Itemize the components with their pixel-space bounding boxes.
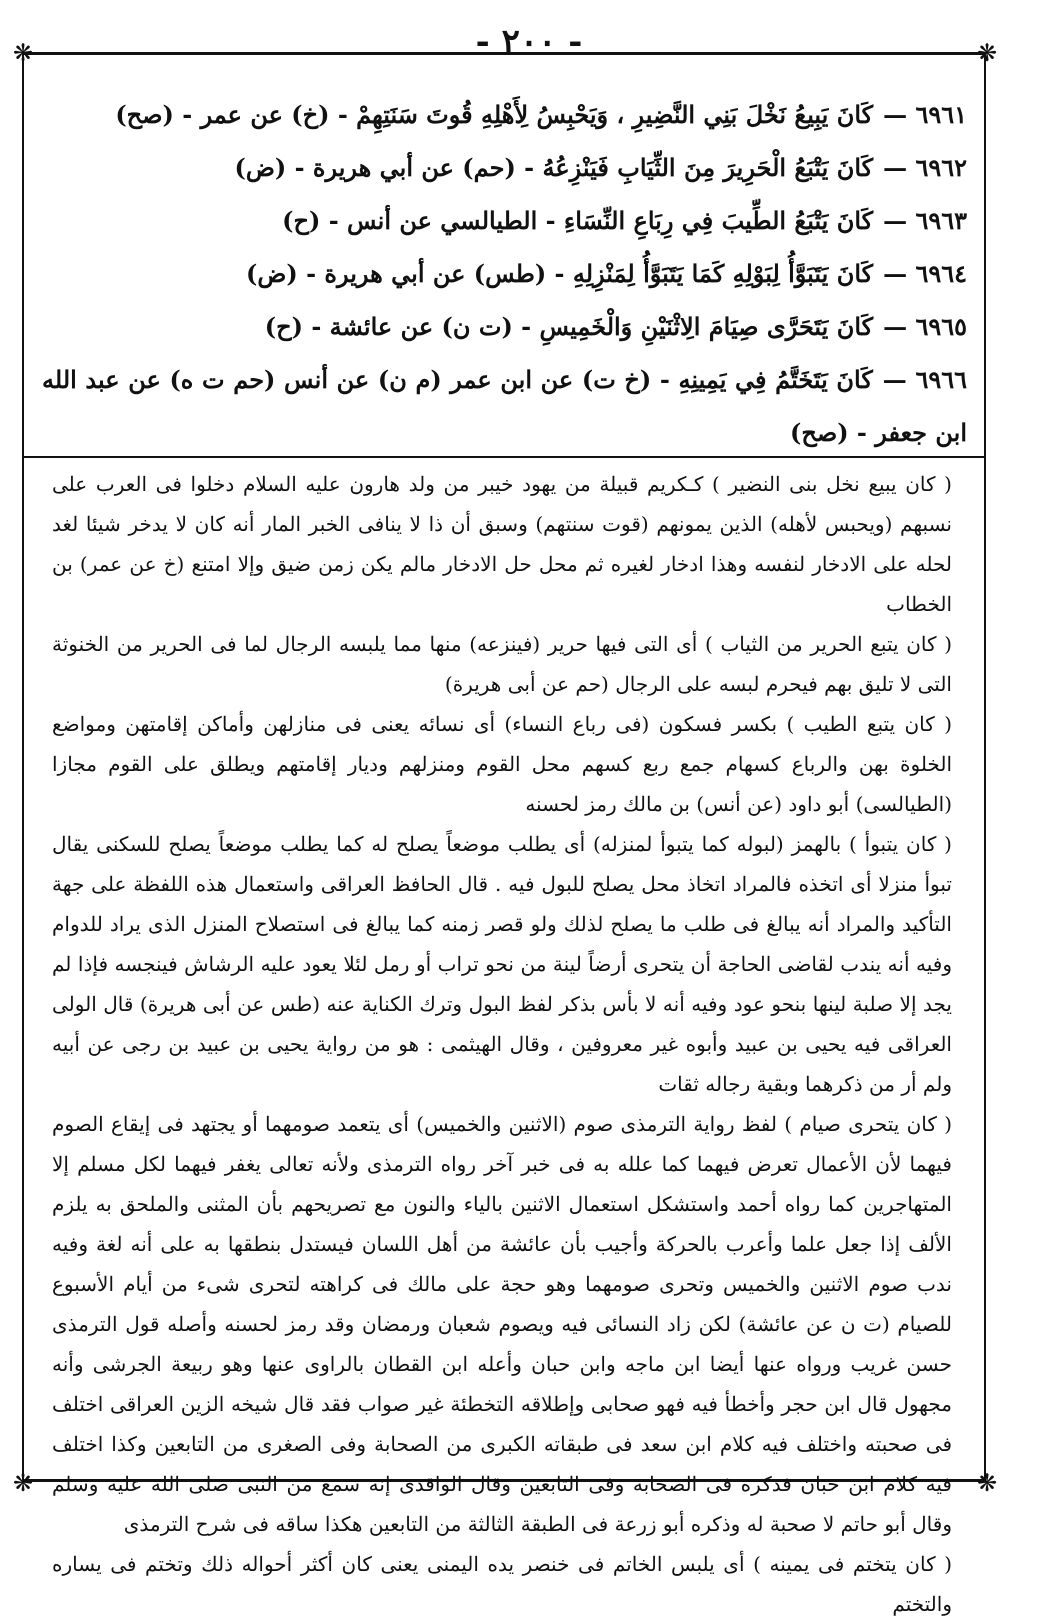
hadith-text: كَانَ يَتْبَعُ الطِّيبَ فِي رِبَاعِ النِّسَاءِ - الطيالسي عن أنس - (ح) [282, 206, 874, 235]
hadith-text: كَانَ يَتَحَرَّى صِيَامَ الِاثْنَيْنِ وَالْخَمِيسِ - (ت ن) عن عائشة - (ح) [264, 312, 874, 341]
hadith-number: ٦٩٦٣ — [883, 206, 967, 235]
commentary-paragraph: ( كان يتبع الحرير من الثياب ) أى التى فيها حرير (فينزعه) منها مما يلبسه الرجال لما فى الحرير من الخنوثة التى لا تليق بهم فيحرم لبسه على الرجال (حم عن أبى هريرة) [52, 632, 952, 696]
hadith-list [42, 88, 967, 459]
hadith-number: ٦٩٦٢ — [883, 153, 967, 182]
hadith-number: ٦٩٦٦ — [882, 365, 967, 394]
commentary-paragraph: ( كان يتبوأ ) بالهمز (لبوله كما يتبوأ لمنزله) أى يطلب موضعاً يصلح له كما يطلب موضعاً يصلح للسكنى يقال تبوأ منزلا أى اتخذه فالمراد اتخاذ محل يصلح للبول فيه . قال الحافظ العراقى واستعمال هذه اللفظة على جهة التأكيد والمراد أنه يبالغ فى طلب ما يصلح لذلك ولو قصر زمنه كما يبالغ فى استصلاح المنزل الذى يراد للدوام وفيه أنه يندب لقاضى الحاجة أن يتحرى أرضاً لينة من نحو تراب أو رمل لئلا يعود عليه الرشاش فينجسه فإذا لم يجد إلا صلبة لينها بنحو عود وفيه أنه لا بأس بذكر لفظ البول وترك الكناية عنه (طس عن أبى هريرة) قال الولى العراقى فيه يحيى بن عبيد وأبوه غير معروفين ، وقال الهيثمى : هو من رواية يحيى بن عبيد بن رجى عن أبيه ولم أر من ذكرهما وبقية رجاله ثقات [52, 832, 952, 1096]
commentary-paragraph: ( كان يتختم فى يمينه ) أى يلبس الخاتم فى خنصر يده اليمنى يعنى كان أكثر أحواله ذلك وتختم فى يساره والتختم [52, 1552, 952, 1616]
hadith-text: كَانَ يَتَخَتَّمُ فِي يَمِينِهِ - (خ ت) عن ابن عمر (م ن) عن أنس (حم ت ه) عن عبد الله ابن جعفر - (صح) [42, 365, 967, 447]
commentary-paragraph: ( كان يبيع نخل بنى النضير ) كـكريم قبيلة من يهود خيبر من ولد هارون عليه السلام دخلوا فى العرب على نسبهم (ويحبس لأهله) الذين يمونهم (قوت سنتهم) وسبق أن ذا لا ينافى الخبر المار أنه كان لا يدخر شيئا لغد لحله على الادخار لنفسه وهذا ادخار لغيره ثم محل حل الادخار مالم يكن زمن ضيق وإلا امتنع (خ عن عمر) بن الخطاب [52, 472, 952, 616]
commentary-paragraph: ( كان يتحرى صيام ) لفظ رواية الترمذى صوم (الاثنين والخميس) أى يتعمد صومهما أو يجتهد فى إيقاع الصوم فيهما لأن الأعمال تعرض فيهما كما علله به فى خبر آخر رواه الترمذى ولأنه تعالى يغفر فيهما لكل مسلم إلا المتهاجرين كما رواه أحمد واستشكل استعمال الاثنين بالياء والنون مع تصريحهم بأن المثنى والملحق به يلزم الألف إذا جعل علما وأعرب بالحركة وأجيب بأن عائشة من أهل اللسان فيستدل بنطقها به على أنه لغة وفيه ندب صوم الاثنين والخميس وتحرى صومهما وهو حجة على مالك فى كراهته لتحرى شىء من أيام الأسبوع للصيام (ت ن عن عائشة) لكن زاد النسائى فيه ويصوم شعبان ورمضان وقد رمز لحسنه وأصله قول الترمذى حسن غريب ورواه عنها أيضا ابن ماجه وابن حبان وأعله ابن القطان بالراوى عنها وهو ربيعة الجرشى وأنه مجهول قال ابن حجر وأخطأ فيه فهو صحابى وإطلاقه التخطئة غير صواب فقد قال شيخه الزين العراقى اختلف فى صحبته واختلف فيه كلام ابن سعد فى طبقاته الكبرى من الصحابة وفى الصغرى من التابعين وكذا اختلف فيه كلام ابن حبان فذكره فى الصحابة وفى التابعين وقال الواقدى إنه سمع من النبى صلى الله عليه وسلم وقال أبو حاتم لا صحبة له وذكره أبو زرعة فى الطبقة الثالثة من التابعين هكذا ساقه فى شرح الترمذى [52, 1112, 952, 1536]
hadith-item [42, 247, 967, 300]
hadith-item [42, 353, 967, 459]
corner-ornament-icon: ❋ [12, 39, 34, 67]
page-number: - ٢٠٠ - [475, 22, 583, 62]
hadith-item [42, 194, 967, 247]
section-divider [22, 456, 986, 458]
corner-ornament-icon: ❋ [976, 39, 998, 67]
corner-ornament-icon: ❋ [12, 1469, 34, 1497]
hadith-number: ٦٩٦٤ — [883, 259, 967, 288]
corner-ornament-icon: ❋ [976, 1469, 998, 1497]
commentary [52, 464, 952, 1624]
hadith-number: ٦٩٦١ — [883, 100, 967, 129]
hadith-text: كَانَ يَتْبَعُ الْحَرِيرَ مِنَ الثِّيَابِ فَيَنْزِعُهُ - (حم) عن أبي هريرة - (ض) [234, 153, 874, 182]
hadith-number: ٦٩٦٥ — [883, 312, 967, 341]
hadith-item [42, 300, 967, 353]
commentary-paragraph: ( كان يتبع الطيب ) بكسر فسكون (فى رباع النساء) أى نسائه يعنى فى منازلهن وأماكن إقامتهن ومواضع الخلوة بهن والرباع كسهام جمع ربع كسهم محل القوم ومنزلهم وديار إقامتهم ويطلق على القوم مجازا (الطيالسى) أبو داود (عن أنس) بن مالك رمز لحسنه [52, 712, 952, 816]
hadith-item [42, 88, 967, 141]
hadith-text: كَانَ يَبِيعُ نَخْلَ بَنِي النَّضِيرِ ، وَيَحْبِسُ لِأَهْلِهِ قُوتَ سَنَتِهِمْ - (خ) عن عمر - (صح) [115, 100, 874, 129]
hadith-text: كَانَ يَتَبَوَّأُ لِبَوْلِهِ كَمَا يَتَبَوَّأُ لِمَنْزِلِهِ - (طس) عن أبي هريرة - (ض) [245, 259, 874, 288]
hadith-item [42, 141, 967, 194]
